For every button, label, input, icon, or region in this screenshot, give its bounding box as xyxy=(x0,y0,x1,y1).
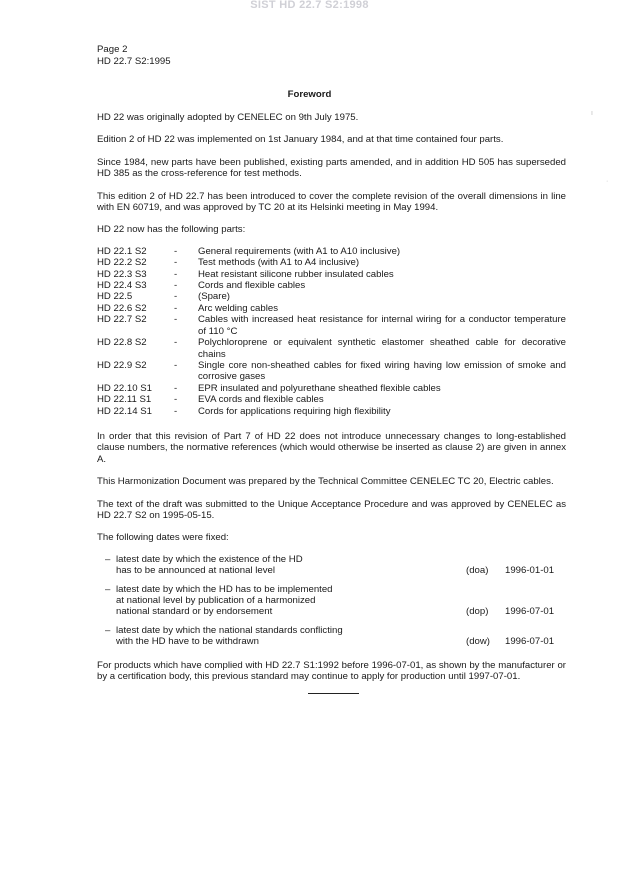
part-description: Cords and flexible cables xyxy=(198,280,306,292)
part-dash: - xyxy=(174,314,178,326)
scan-speck: ı xyxy=(591,110,593,117)
part-description: Cords for applications requiring high flexibility xyxy=(198,405,391,417)
date-line: has to be announced at national level xyxy=(116,565,275,577)
date-line: latest date by which the HD has to be implemented xyxy=(116,583,333,595)
part-dash: - xyxy=(174,291,178,303)
document-id: HD 22.7 S2:1995 xyxy=(97,56,171,67)
part-row xyxy=(97,291,566,302)
date-row-doa xyxy=(97,554,566,577)
scan-speck: · xyxy=(606,178,609,185)
part-description: General requirements (with A1 to A10 inclusive) xyxy=(198,245,401,257)
date-description xyxy=(116,584,466,618)
part-dash: - xyxy=(174,280,178,292)
date-value: 1996-07-01 xyxy=(505,606,555,618)
paragraph-clause-numbers: In order that this revision of Part 7 of HD 22 does not introduce unnecessary changes to long-established clause numbers, the normative references (which would otherwise be inserted as clause 2) are given in annex A. xyxy=(97,430,566,465)
paragraph-dates-intro: The following dates were fixed: xyxy=(97,532,229,544)
date-row-dop xyxy=(97,584,566,618)
watermark: SIST HD 22.7 S2:1998 xyxy=(250,0,369,11)
part-description: Heat resistant silicone rubber insulated cables xyxy=(198,268,394,280)
part-row xyxy=(97,394,566,405)
part-dash: - xyxy=(174,405,178,417)
date-line: latest date by which the existence of the HD xyxy=(116,553,303,565)
part-code: HD 22.10 S1 xyxy=(97,382,152,394)
part-row xyxy=(97,280,566,291)
page-header xyxy=(97,44,171,68)
part-dash: - xyxy=(174,257,178,269)
part-code: HD 22.5 xyxy=(97,291,133,303)
dates-list xyxy=(97,554,566,648)
part-description: Cables with increased heat resistance for internal wiring for a conductor temperature of 110 °C xyxy=(198,314,566,337)
part-code: HD 22.11 S1 xyxy=(97,394,152,406)
part-code: HD 22.6 S2 xyxy=(97,302,147,314)
date-description xyxy=(116,554,466,577)
part-code: HD 22.7 S2 xyxy=(97,314,147,326)
date-value: 1996-01-01 xyxy=(505,565,555,577)
paragraph-new-parts: Since 1984, new parts have been published, existing parts amended, and in addition HD 505 has superseded HD 385 as the cross-reference for test methods. xyxy=(97,156,566,180)
date-line: with the HD have to be withdrawn xyxy=(116,636,259,648)
page-number: Page 2 xyxy=(97,44,128,55)
part-code: HD 22.2 S2 xyxy=(97,257,147,269)
part-row xyxy=(97,337,566,360)
part-row xyxy=(97,303,566,314)
part-dash: - xyxy=(174,382,178,394)
part-row xyxy=(97,383,566,394)
foreword-title: Foreword xyxy=(287,89,332,100)
date-description xyxy=(116,625,466,648)
part-dash: - xyxy=(174,245,178,257)
date-dash: – xyxy=(105,624,111,636)
part-description: EVA cords and flexible cables xyxy=(198,394,324,406)
part-code: HD 22.4 S3 xyxy=(97,280,147,292)
part-row xyxy=(97,406,566,417)
part-description: Test methods (with A1 to A4 inclusive) xyxy=(198,257,360,269)
parts-list xyxy=(97,246,566,417)
part-row xyxy=(97,269,566,280)
part-row xyxy=(97,246,566,257)
foreword-body xyxy=(97,112,566,694)
part-dash: - xyxy=(174,394,178,406)
part-description: Single core non-sheathed cables for fixed wiring having low emission of smoke and corrosive gases xyxy=(198,359,566,383)
date-code: (dop) xyxy=(466,606,489,618)
part-description: (Spare) xyxy=(198,291,230,303)
date-row-dow xyxy=(97,625,566,648)
date-line: latest date by which the national standards conflicting xyxy=(116,624,343,636)
date-value: 1996-07-01 xyxy=(505,636,555,648)
part-dash: - xyxy=(174,302,178,314)
date-code: (doa) xyxy=(466,565,489,577)
part-dash: - xyxy=(174,268,178,280)
paragraph-revision: This edition 2 of HD 22.7 has been introduced to cover the complete revision of the overall dimensions in line with EN 60719, and was approved by TC 20 at its Helsinki meeting in May 1994. xyxy=(97,190,566,214)
part-code: HD 22.1 S2 xyxy=(97,245,147,257)
part-row xyxy=(97,257,566,268)
part-row xyxy=(97,360,566,383)
date-line: national standard or by endorsement xyxy=(116,606,273,618)
paragraph-transition: For products which have complied with HD 22.7 S1:1992 before 1996-07-01, as shown by the manufacturer or by a certification body, this previous standard may continue to apply for production until 1997-07-01. xyxy=(97,659,566,683)
part-description: EPR insulated and polyurethane sheathed flexible cables xyxy=(198,382,441,394)
part-code: HD 22.8 S2 xyxy=(97,337,147,349)
end-rule xyxy=(308,693,359,694)
part-description: Polychloroprene or equivalent synthetic elastomer sheathed cable for decorative chains xyxy=(198,337,566,360)
date-dash: – xyxy=(105,553,111,565)
part-row xyxy=(97,314,566,337)
part-dash: - xyxy=(174,337,178,349)
paragraph-edition-2: Edition 2 of HD 22 was implemented on 1st January 1984, and at that time contained four parts. xyxy=(97,134,504,146)
part-description: Arc welding cables xyxy=(198,302,278,314)
part-code: HD 22.3 S3 xyxy=(97,268,147,280)
part-code: HD 22.14 S1 xyxy=(97,405,152,417)
paragraph-parts-intro: HD 22 now has the following parts: xyxy=(97,224,246,236)
paragraph-adoption: HD 22 was originally adopted by CENELEC on 9th July 1975. xyxy=(97,112,359,123)
date-line: at national level by publication of a harmonized xyxy=(116,595,316,606)
date-code: (dow) xyxy=(466,636,490,648)
paragraph-prepared-by: This Harmonization Document was prepared by the Technical Committee CENELEC TC 20, Electric cables. xyxy=(97,476,554,488)
date-dash: – xyxy=(105,583,111,595)
paragraph-approval: The text of the draft was submitted to the Unique Acceptance Procedure and was approved by CENELEC as HD 22.7 S2 on 1995-05-15. xyxy=(97,498,566,521)
part-dash: - xyxy=(174,359,178,371)
part-code: HD 22.9 S2 xyxy=(97,359,147,371)
